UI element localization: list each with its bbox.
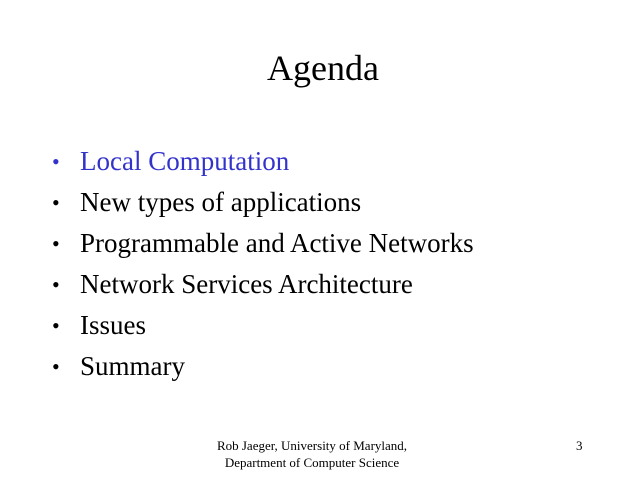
bullet-marker: • bbox=[52, 313, 60, 338]
footer-department-line: Department of Computer Science bbox=[224, 455, 400, 470]
bullet-text: New types of applications bbox=[80, 187, 362, 217]
slide-title: Agenda bbox=[267, 48, 379, 88]
bullet-item bbox=[52, 346, 474, 387]
bullet-text: Summary bbox=[80, 351, 185, 381]
slide-footer bbox=[198, 437, 426, 471]
bullet-item bbox=[52, 182, 474, 223]
bullet-item bbox=[52, 264, 474, 305]
bullet-item bbox=[52, 141, 474, 182]
page-number: 3 bbox=[576, 438, 583, 453]
footer-author-line: Rob Jaeger, University of Maryland, bbox=[216, 438, 408, 453]
bullet-item bbox=[52, 305, 474, 346]
bullet-item bbox=[52, 223, 474, 264]
bullet-text: Network Services Architecture bbox=[80, 269, 413, 299]
bullet-text: Local Computation bbox=[80, 146, 290, 176]
bullet-marker: • bbox=[52, 354, 60, 379]
bullet-marker: • bbox=[52, 272, 60, 297]
bullet-marker: • bbox=[52, 190, 60, 215]
bullet-text: Issues bbox=[80, 310, 146, 340]
bullet-list bbox=[52, 141, 474, 387]
bullet-text: Programmable and Active Networks bbox=[80, 228, 474, 258]
bullet-marker: • bbox=[52, 149, 60, 174]
bullet-marker: • bbox=[52, 231, 60, 256]
